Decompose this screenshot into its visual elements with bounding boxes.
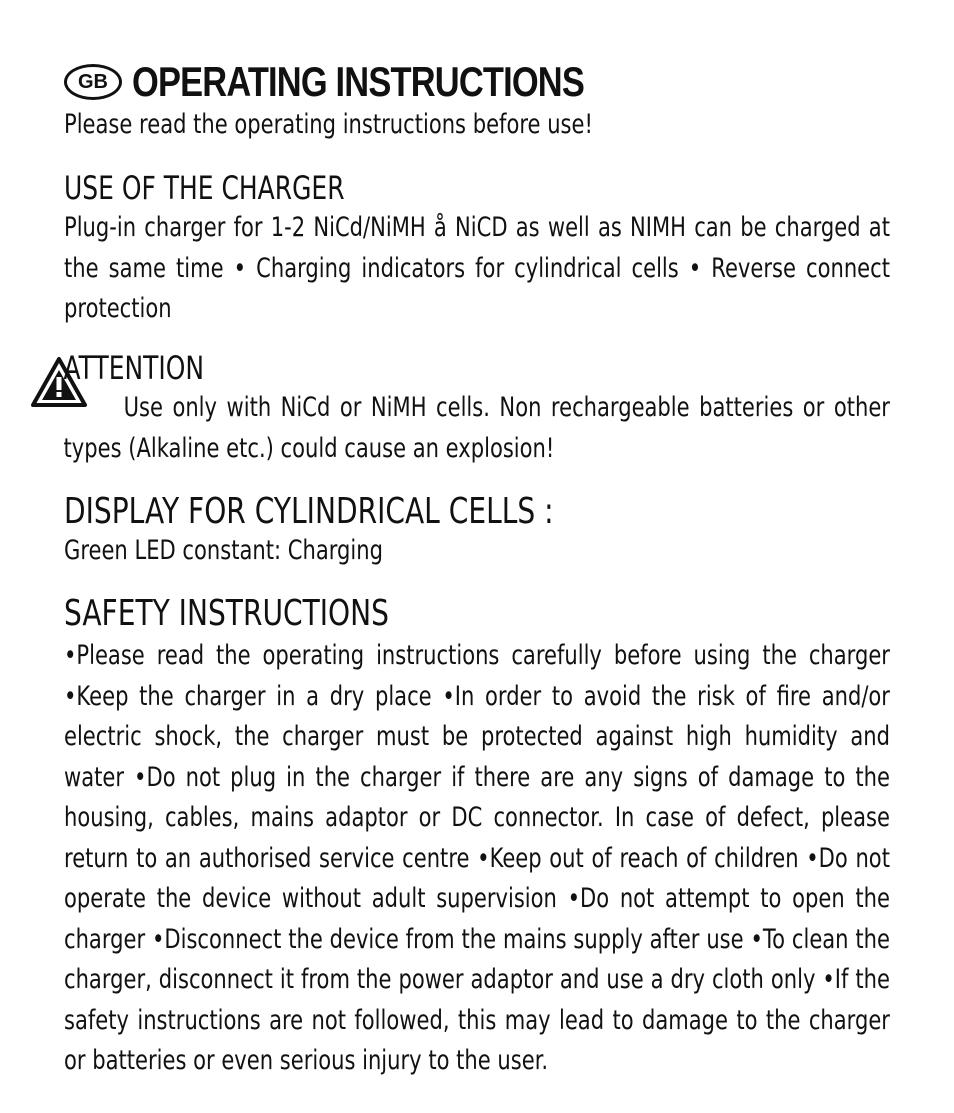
- section-use-of-charger: [64, 168, 890, 330]
- document-page: [63, 56, 890, 1076]
- title-row: [64, 56, 890, 108]
- section-attention: [30, 348, 890, 469]
- page-title: OPERATING INSTRUCTIONS: [132, 58, 585, 105]
- section-text-safety: •Please read the operating instructions carefully before using the charger •Keep the charger in a dry place •In order to avoid the risk of fire and/or electric shock, the charger must be protected against high humidity and water •Do not plug in the charger if there are any signs of damage to the housing, cables, mains adaptor or DC connector. In case of defect, please return to an authorised service centre •Keep out of reach of children •Do not operate the device without adult supervision •Do not attempt to open the charger •Disconnect the device from the mains supply after use •To clean the charger, disconnect it from the power adaptor and use a dry cloth only •If the safety instructions are not followed, this may lead to damage to the charger or batteries or even serious injury to the user.: [64, 640, 890, 1076]
- intro-text: Please read the operating instructions before use!: [64, 109, 593, 140]
- section-text-attention: Use only with NiCd or NiMH cells. Non rechargeable batteries or other types (Alkaline etc.) could cause an explosion!: [63, 392, 890, 464]
- section-heading-use: USE OF THE CHARGER: [64, 169, 345, 207]
- section-display: [64, 490, 890, 568]
- section-heading-attention: ATTENTION: [63, 349, 205, 387]
- language-badge: GB: [64, 64, 122, 100]
- section-heading-safety: SAFETY INSTRUCTIONS: [64, 593, 389, 634]
- section-text-use: Plug-in charger for 1-2 NiCd/NiMH å NiCD as well as NIMH can be charged at the same time • Charging indicators for cylindrical cells • Reverse connect protection: [64, 212, 890, 324]
- section-text-display: Green LED constant: Charging: [64, 535, 383, 566]
- section-safety: [64, 592, 890, 1082]
- section-heading-display: DISPLAY FOR CYLINDRICAL CELLS :: [64, 491, 554, 532]
